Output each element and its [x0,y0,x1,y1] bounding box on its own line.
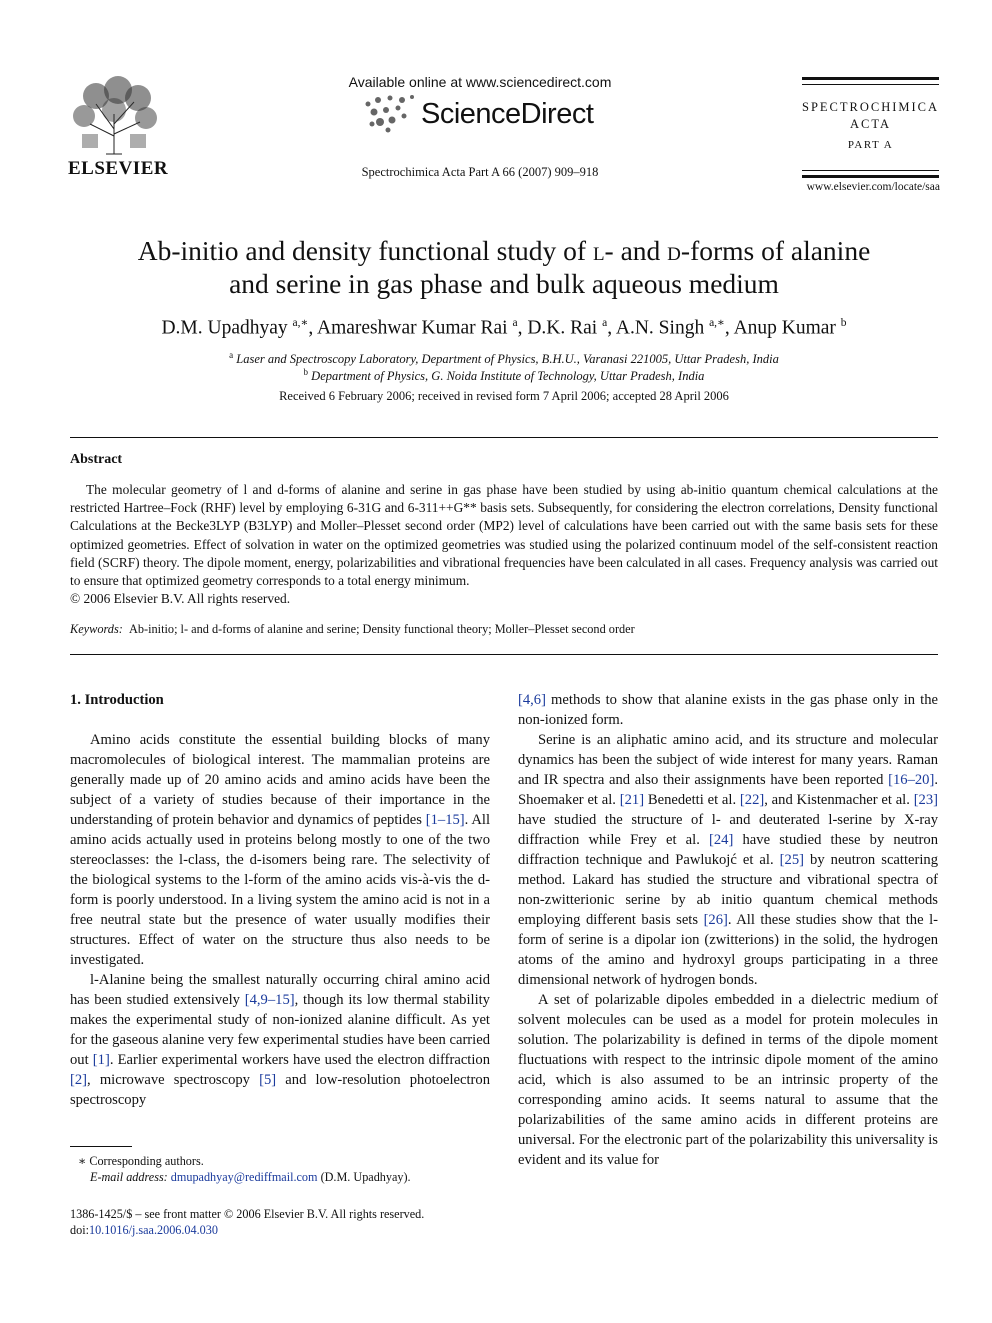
doi-link[interactable]: 10.1016/j.saa.2006.04.030 [88,1223,218,1237]
citation-link[interactable]: [4,6] [518,692,546,708]
journal-url[interactable]: www.elsevier.com/locate/saa [806,181,940,193]
email-owner: (D.M. Upadhyay). [317,1170,411,1184]
citation-link[interactable]: [1] [92,1052,110,1068]
author: D.K. Rai [527,317,598,339]
author: D.M. Upadhyay [161,317,288,339]
text: , microwave spectroscopy [87,1072,260,1088]
text: . All these studies show that the l-form of serine is a dipolar ion (zwitterions) in the solid, the hydrogen atoms of the amino and hydroxyl groups participating in a three dimensional network of hydrogen bonds. [518,912,938,988]
right-column [518,690,938,1170]
email-note [90,1170,411,1185]
text: l-Alanine being the smallest naturally occurring chiral amino acid has been studied extensively [70,972,490,1008]
front-matter: 1386-1425/$ – see front matter © 2006 Elsevier B.V. All rights reserved. [70,1207,425,1221]
affiliation-text: Department of Physics, G. Noida Institute of Technology, Uttar Pradesh, India [311,369,705,384]
title-part: - and [604,235,668,266]
paragraph [70,730,490,970]
author-affiliation-mark: a [602,317,608,329]
author-affiliation-mark: a,∗ [709,317,725,329]
text: methods to show that alanine exists in the gas phase only in the non-ionized form. [518,692,938,728]
author: A.N. Singh [615,317,705,339]
author-list: D.M. Upadhyay $^{a,∗}$, Amareshwar Kumar Rai $^a$, D.K. Rai $^a$, A.N. Singh $^{a,∗}$, Anup Kumar $^b$ [161,317,847,339]
text: and low-resolution photoelectron spectroscopy [70,1072,490,1108]
journal-rule [802,170,939,171]
publisher-name: ELSEVIER [68,158,169,179]
journal-name-line-3: PART A [847,139,894,151]
paragraph [70,970,490,1110]
text: Serine is an aliphatic amino acid, and its structure and molecular dynamics has been the subject of wide interest for many years. Raman and IR spectra and also their assignments have been reported [518,732,938,788]
journal-name-line-1: SPECTROCHIMICA [802,100,940,114]
citation-link[interactable]: [16–20] [888,772,935,788]
citation-link[interactable]: [4,9–15] [244,992,295,1008]
affiliation-b [70,367,938,384]
affiliation-text: Laser and Spectroscopy Laboratory, Department of Physics, B.H.U., Varanasi 221005, Uttar Pradesh, India [236,352,779,367]
text: , and Kistenmacher et al. [764,792,914,808]
author: Amareshwar Kumar Rai [317,317,508,339]
divider [70,437,938,438]
title-part: -forms of alanine [680,235,871,266]
citation-link[interactable]: [21] [619,792,645,808]
title-part: l [592,235,605,266]
author-affiliation-mark: a [512,317,518,329]
doi-label: doi: [70,1223,89,1237]
available-online-text: Available online at www.sciencedirect.com [348,74,612,90]
affiliation-mark: a [229,350,234,360]
corresponding-author-note: ∗ Corresponding authors. [78,1154,204,1168]
citation-link[interactable]: [2] [70,1072,88,1088]
received-dates: Received 6 February 2006; received in revised form 7 April 2006; accepted 28 April 2006 [279,389,729,403]
section-heading: 1. Introduction [70,692,164,708]
author: Anup Kumar [733,317,836,339]
journal-name-line-2: ACTA [849,117,892,131]
abstract-heading: Abstract [70,452,123,467]
title-part: d [667,235,681,266]
title-part: and serine in gas phase and bulk aqueous medium [229,268,779,299]
title-part: Ab-initio and density functional study of [137,235,593,266]
author-affiliation-mark: a,∗ [292,317,309,329]
citation-link[interactable]: [23] [913,792,939,808]
citation-link[interactable]: [1–15] [425,812,465,828]
citation-link[interactable]: [25] [779,852,804,868]
left-column [70,690,490,1110]
doi-line [70,1223,218,1238]
text: have studied these by neutron diffraction technique and Pawlukojć et al. [518,832,939,868]
sciencedirect-wordmark: ScienceDirect [421,98,594,130]
text: . Shoemaker et al. [518,772,938,808]
journal-citation: Spectrochimica Acta Part A 66 (2007) 909–918 [361,165,599,179]
affiliation-mark: b [303,367,309,377]
text: Benedetti et al. [644,792,740,808]
footnote-rule [70,1146,132,1147]
email-label: E-mail address: [90,1170,168,1184]
citation-link[interactable]: [26] [703,912,728,928]
text: Amino acids constitute the essential building blocks of many macromolecules of biological interest. The mammalian proteins are generally made up of 20 amino acids and amino acids have been the subject of a variety of studies because of their importance in the understanding of protein behavior and dynamics of peptides [70,732,490,828]
article-title [70,234,938,300]
email-link[interactable]: dmupadhyay@rediffmail.com [170,1170,318,1184]
journal-rule [802,77,939,80]
affiliation-a [70,350,938,367]
text: by neutron scattering method. Lakard has studied the structure and vibrational spectra of non-zwitterionic serine by ab initio quantum chemical methods employing different basis sets [518,852,938,928]
text: have studied the structure of l- and deuterated l-serine by X-ray diffraction while Frey et al. [518,812,938,848]
citation-link[interactable]: [5] [259,1072,277,1088]
author-affiliation-mark: b [840,317,847,329]
text: , though its low thermal stability makes the experimental study of non-ionized alanine difficult. As yet for the gaseous alanine very few experimental studies have been carried out [70,992,490,1068]
paragraph [518,730,938,990]
abstract-copyright: © 2006 Elsevier B.V. All rights reserved. [70,591,291,606]
keywords-text: Ab-initio; l- and d-forms of alanine and serine; Density functional theory; Moller–Plesset second order [128,622,635,636]
divider [70,654,938,655]
paragraph: A set of polarizable dipoles embedded in a dielectric medium of solvent molecules can be used as a model for protein molecules in solution. The polarizability is defined in terms of the dipole moment fluctuations with respect to the intrinsic dipole moment of the amino acid, which is also assumed to be an intrinsic property of the corresponding amino acids. It seems natural to assume that the polarizabilities of the same amino acids in different proteins are universal. For the electronic part of the polarizability this universality is evident and its value for [518,992,938,1168]
text: . All amino acids actually used in proteins belong mostly to one of the two stereoclasses: the l-class, the d-isomers being rare. The selectivity of the biological systems to the l-form of the amino acids vis-à-vis the d-form is poorly understood. In a living system the amino acid is not in a free neutral state but the presence of water usually modifies their structures. Effect of water on the structure thus also needs to be investigated. [70,812,491,968]
journal-rule [802,84,939,85]
text: . Earlier experimental workers have used the electron diffraction [109,1052,490,1068]
paragraph [518,690,938,730]
abstract-body: The molecular geometry of l and d-forms of alanine and serine in gas phase have been studied by using ab-initio quantum chemical calculations at the restricted Hartree–Fock (RHF) level by employing 6-31G and 6-311++G** basis sets. Subsequently, for considering the electron correlations, Density functional Calculations at the Becke3LYP (B3LYP) and Moller–Plesset second order (MP2) level of calculations have been carried out with the same basis sets for these optimized geometries. Effect of solvation in water on the optimized geometries was studied using the polarized continuum model of the self-consistent reaction field (SCRF) theory. The dipole moment, energy, polarizabilities and vibrational frequencies have been calculated in all cases. Frequency analysis was carried out to ensure that optimized geometry corresponds to a total energy minimum. [70,482,938,589]
keywords [70,622,938,637]
citation-link[interactable]: [24] [709,832,734,848]
keywords-label: Keywords: [70,622,123,636]
citation-link[interactable]: [22] [739,792,765,808]
journal-rule [802,175,939,178]
